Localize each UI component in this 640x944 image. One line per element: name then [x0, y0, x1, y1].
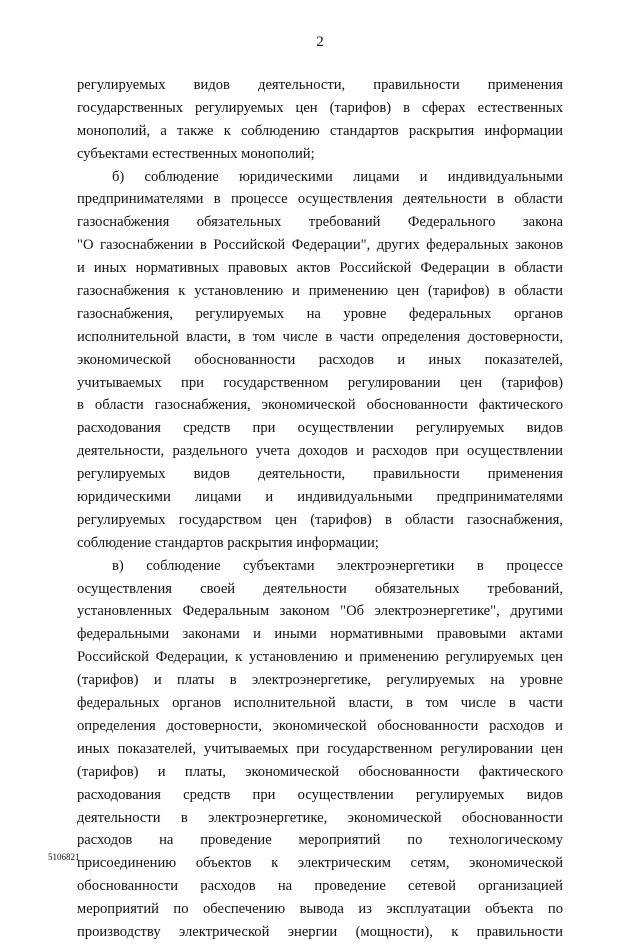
text-line: деятельности в электроэнергетике, экономической обоснованности: [77, 809, 563, 826]
text-line: производству электрической энергии (мощности), к правильности: [77, 923, 563, 940]
text-line: юридическими лицами и индивидуальными предпринимателями: [77, 489, 563, 506]
text-line: деятельности, раздельного учета доходов и расходов при осуществлении: [77, 443, 563, 460]
text-line: регулируемых государством цен (тарифов) в области газоснабжения,: [77, 511, 563, 528]
text-line: федеральных органов исполнительной власти, в том числе в части: [77, 695, 563, 712]
text-line: (тарифов) и платы, экономической обоснованности фактического: [77, 763, 563, 780]
text-line: регулируемых видов деятельности, правильности применения: [77, 466, 563, 483]
document-body: [77, 74, 563, 944]
text-line: соблюдение стандартов раскрытия информации;: [77, 534, 379, 551]
text-line: газоснабжения к установлению и применению цен (тарифов) в области: [77, 283, 563, 300]
text-line: иных показателей, учитываемых при государственном регулировании цен: [77, 740, 563, 757]
text-line: экономической обоснованности расходов и иных показателей,: [77, 351, 563, 368]
document-code: 5106821: [48, 852, 80, 862]
text-line: расходов на проведение мероприятий по технологическому: [77, 832, 563, 849]
text-line: б) соблюдение юридическими лицами и индивидуальными: [112, 168, 563, 185]
text-line: в) соблюдение субъектами электроэнергетики в процессе: [112, 557, 563, 574]
text-line: газоснабжения обязательных требований Федерального закона: [77, 214, 563, 231]
text-line: регулируемых видов деятельности, правильности применения: [77, 77, 563, 93]
text-line: монополий, а также к соблюдению стандартов раскрытия информации: [77, 122, 563, 139]
text-line: предпринимателями в процессе осуществления деятельности в области: [77, 191, 563, 208]
text-line: установленных Федеральным законом "Об электроэнергетике", другими: [77, 603, 563, 620]
text-line: газоснабжения, регулируемых на уровне федеральных органов: [77, 305, 563, 322]
page-number: 2: [316, 34, 324, 50]
text-line: "О газоснабжении в Российской Федерации", других федеральных законов: [77, 237, 563, 254]
text-line: и иных нормативных правовых актов Российской Федерации в области: [77, 260, 563, 277]
text-line: мероприятий по обеспечению вывода из эксплуатации объекта по: [77, 901, 563, 918]
text-line: Российской Федерации, к установлению и применению регулируемых цен: [77, 649, 563, 666]
text-line: (тарифов) и платы в электроэнергетике, регулируемых на уровне: [77, 672, 563, 689]
text-line: государственных регулируемых цен (тарифов) в сферах естественных: [77, 99, 563, 116]
text-line: в области газоснабжения, экономической обоснованности фактического: [77, 397, 563, 414]
text-line: осуществления своей деятельности обязательных требований,: [77, 580, 563, 597]
text-line: обоснованности расходов на проведение сетевой организацией: [77, 878, 563, 895]
text-line: исполнительной власти, в том числе в части определения достоверности,: [77, 328, 563, 345]
text-line: расходования средств при осуществлении регулируемых видов: [77, 420, 563, 437]
text-line: учитываемых при государственном регулировании цен (тарифов): [77, 374, 563, 391]
text-line: расходования средств при осуществлении регулируемых видов: [77, 786, 563, 803]
text-line: субъектами естественных монополий;: [77, 145, 315, 162]
text-line: присоединению объектов к электрическим сетям, экономической: [77, 855, 563, 872]
text-line: федеральными законами и иными нормативными правовыми актами: [77, 626, 563, 643]
text-line: определения достоверности, экономической обоснованности расходов и: [77, 717, 563, 734]
